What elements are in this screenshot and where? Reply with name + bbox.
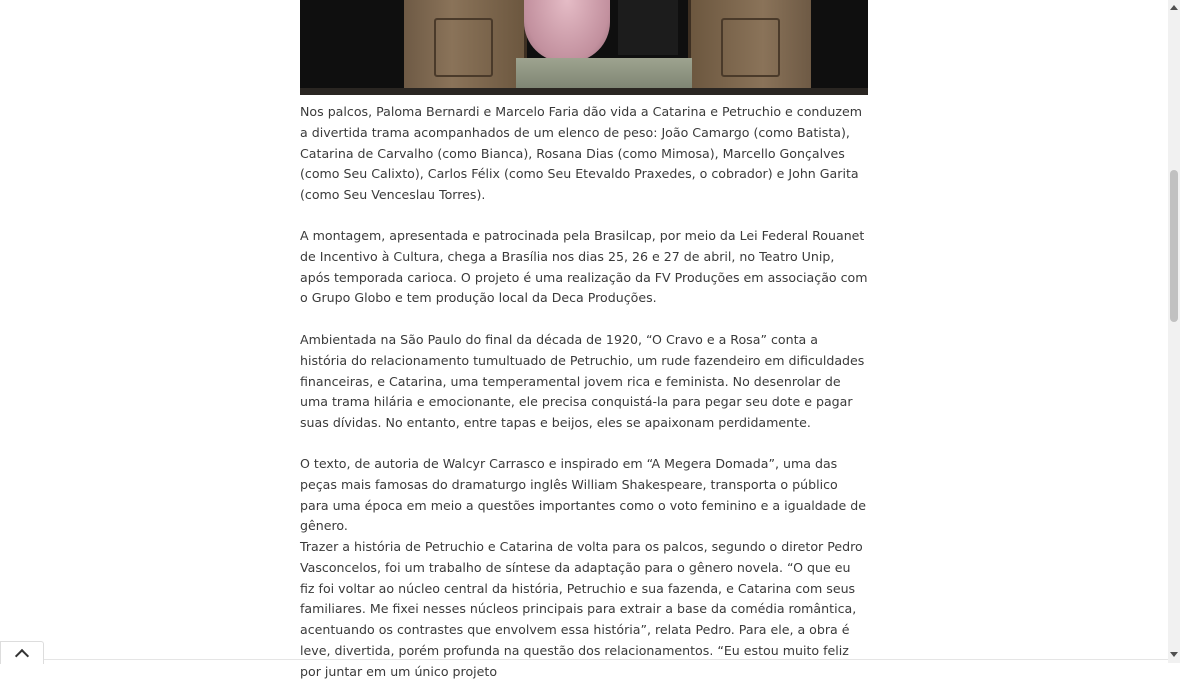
stage-floor (300, 88, 868, 95)
article-paragraph: Nos palcos, Paloma Bernardi e Marcelo Faria dão vida a Catarina e Petruchio e conduzem a divertida trama acompanhados de um elenco de peso: João Camargo (como Batista), Catarina de Carvalho (como Bianca), Rosana Dias (como Mimosa), Marcello Gonçalves (como Seu Calixto), Carlos Félix (como Seu Etevaldo Praxedes, o cobrador) e John Garita (como Seu Venceslau Torres). (300, 104, 863, 203)
article-paragraph: Ambientada na São Paulo do final da década de 1920, “O Cravo e a Rosa” conta a história do relacionamento tumultuado de Petruchio, um rude fazendeiro em dificuldades financeiras, e Catarina, uma temperamental jovem rica e feminista. No desenrolar de uma trama hilária e emocionante, ele precisa conquistá-la para pegar seu dote e pagar suas dívidas. No entanto, entre tapas e beijos, eles se apaixonam perdidamente. (300, 332, 865, 431)
footer-divider (42, 659, 1168, 660)
article-hero-image (300, 0, 868, 95)
vertical-scrollbar[interactable] (1168, 0, 1180, 663)
chevron-up-icon (15, 648, 29, 662)
stage-figure-dark (618, 0, 678, 55)
stage-crate (516, 58, 692, 88)
article-paragraph: O texto, de autoria de Walcyr Carrasco e inspirado em “A Megera Domada”, uma das peças mais famosas do dramaturgo inglês William Shakespeare, transporta o público para uma época em meio a questões importantes como o voto feminino e a igualdade de gênero. (300, 456, 867, 534)
article-paragraph: Trazer a história de Petruchio e Catarina de volta para os palcos, segundo o diretor Pedro Vasconcelos, foi um trabalho de síntese da adaptação para o gênero novela. “O que eu fiz foi voltar ao núcleo central da história, Petruchio e sua fazenda, e Catarina com seus familiares. Me fixei nesses núcleos principais para extrair a base da comédia romântica, acentuando os contrastes que envolvem essa história”, relata Pedro. Para ele, a obra é leve, divertida, porém profunda na questão dos relacionamentos. “Eu estou muito feliz por juntar em um único projeto (300, 539, 863, 679)
stage-panel-right (688, 0, 811, 88)
back-to-top-button[interactable] (0, 641, 44, 664)
stage-panel-left (404, 0, 527, 88)
scroll-down-arrow-icon[interactable] (1170, 652, 1178, 657)
scroll-up-arrow-icon[interactable] (1170, 5, 1178, 10)
article-paragraph: A montagem, apresentada e patrocinada pela Brasilcap, por meio da Lei Federal Rouanet de Incentivo à Cultura, chega a Brasília nos dias 25, 26 e 27 de abril, no Teatro Unip, após temporada carioca. O projeto é uma realização da FV Produções em associação com o Grupo Globo e tem produção local da Deca Produções. (300, 228, 868, 306)
scrollbar-thumb[interactable] (1170, 170, 1178, 322)
stage-figure-dress (524, 0, 610, 62)
